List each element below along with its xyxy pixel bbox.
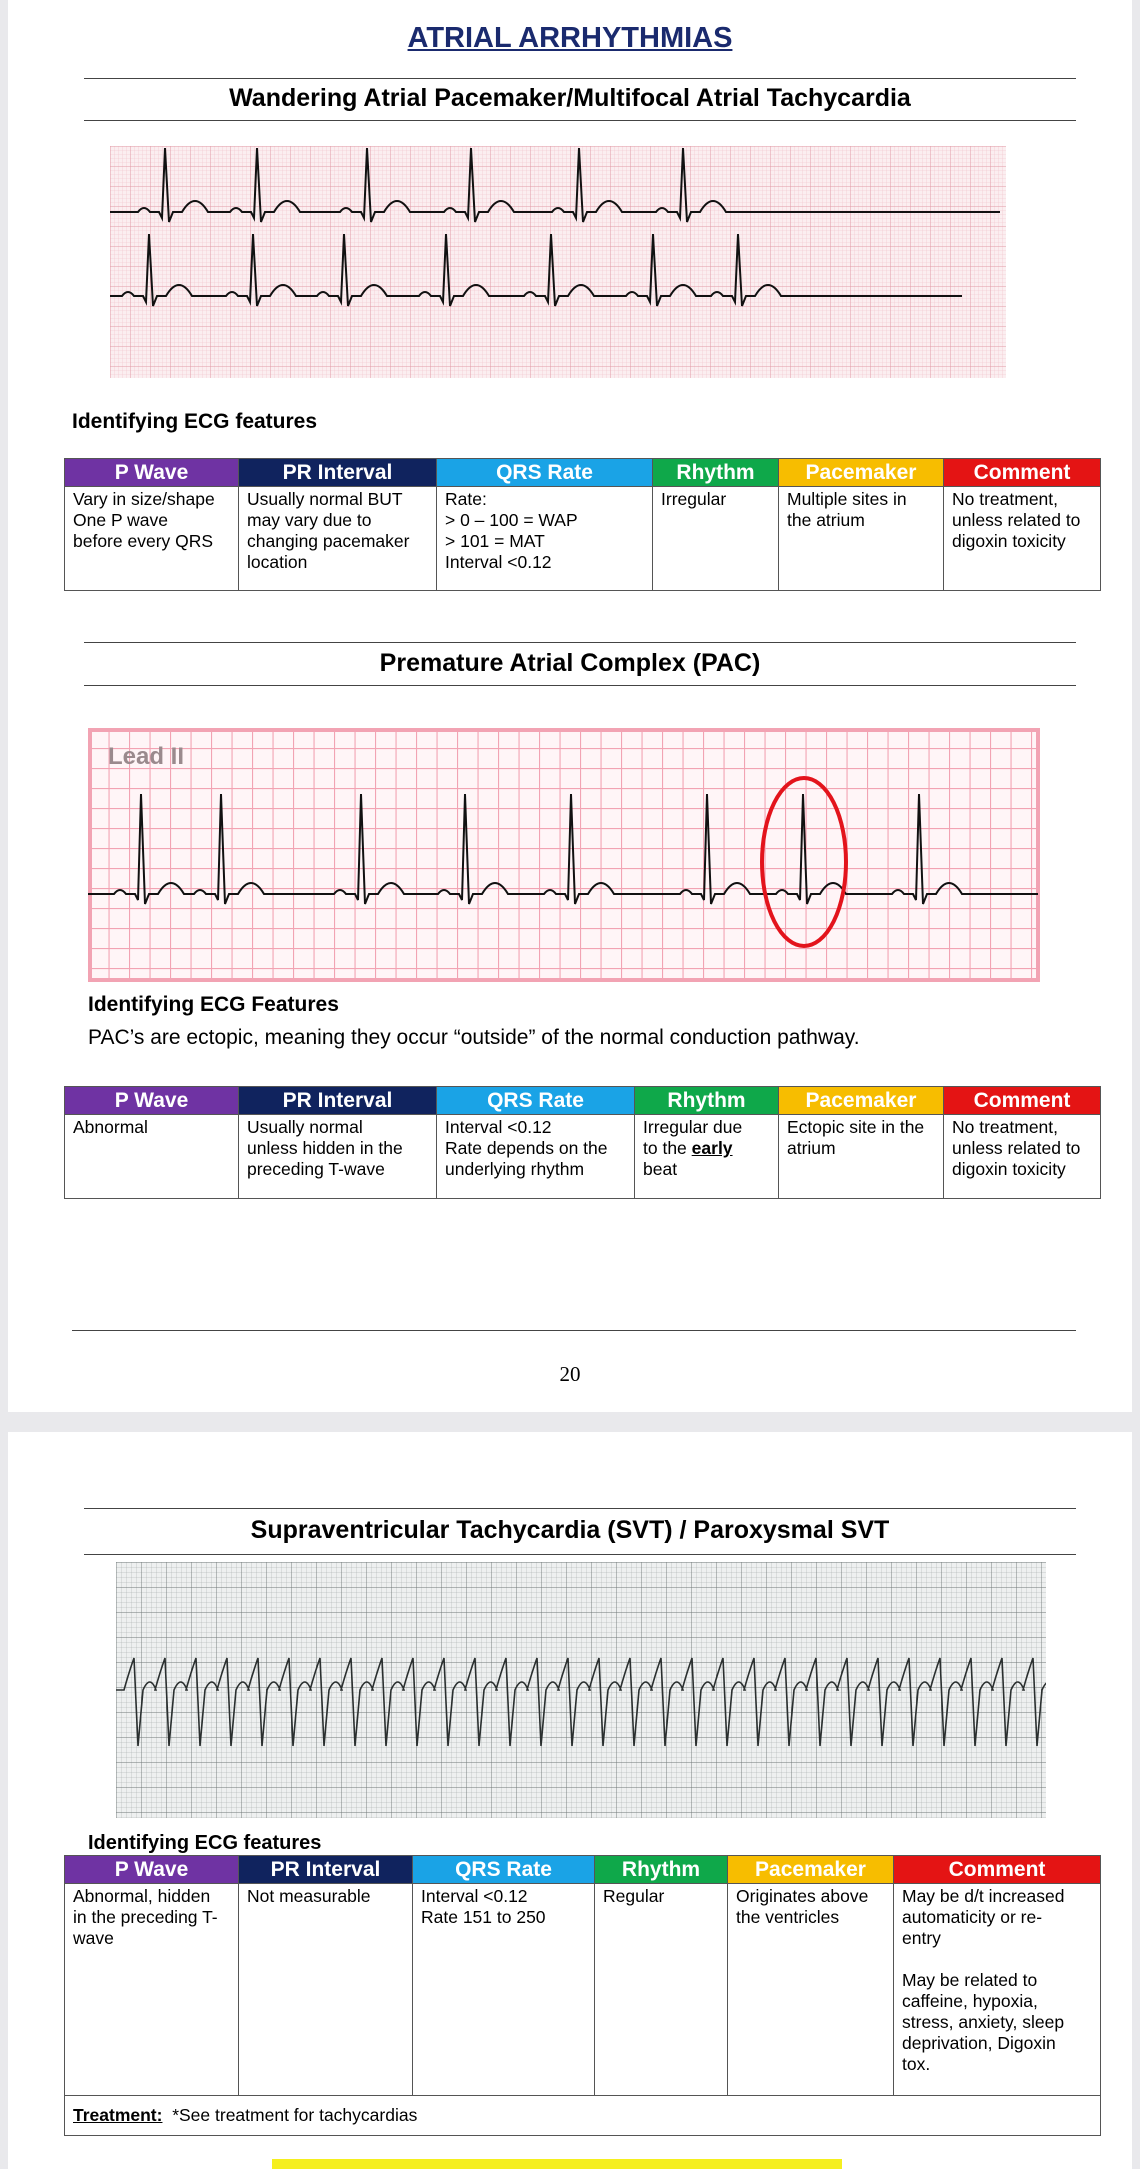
document-page-1 xyxy=(8,0,1132,1412)
rhythm-text: Irregular due xyxy=(643,1117,743,1137)
header-rhythm: Rhythm xyxy=(595,1856,728,1884)
cell-rhythm: Irregular xyxy=(653,487,779,591)
header-p-wave: P Wave xyxy=(65,1856,239,1884)
ecg-strip-svt xyxy=(116,1562,1046,1818)
cell-p-wave: Vary in size/shape One P wave before every QRS xyxy=(65,487,239,591)
cell-qrs-rate: Rate: > 0 – 100 = WAP > 101 = MAT Interval <0.12 xyxy=(437,487,653,591)
features-table-wap-mat xyxy=(64,458,1101,591)
section-title-wap-mat: Wandering Atrial Pacemaker/Multifocal Atrial Tachycardia xyxy=(229,84,911,112)
header-comment: Comment xyxy=(944,459,1101,487)
header-comment: Comment xyxy=(944,1087,1101,1115)
rhythm-emphasis: early xyxy=(691,1138,733,1158)
cell-pacemaker: Originates above the ventricles xyxy=(728,1884,894,2096)
treatment-text: *See treatment for tachycardias xyxy=(172,2105,418,2125)
cell-comment: May be d/t increased automaticity or re- entry May be related to caffeine, hypoxia, stress, anxiety, sleep deprivation, Digoxin tox. xyxy=(894,1884,1101,2096)
rhythm-text: beat xyxy=(643,1159,678,1179)
lead-label: Lead II xyxy=(108,743,185,770)
page-title: ATRIAL ARRHYTHMIAS xyxy=(407,22,733,54)
cell-pr-interval: Not measurable xyxy=(239,1884,413,2096)
header-qrs-rate: QRS Rate xyxy=(413,1856,595,1884)
features-heading: Identifying ECG features xyxy=(88,1832,322,1854)
cell-rhythm xyxy=(635,1115,779,1199)
divider xyxy=(72,1330,1076,1331)
pac-note: PAC’s are ectopic, meaning they occur “outside” of the normal conduction pathway. xyxy=(88,1026,860,1049)
divider xyxy=(84,78,1076,79)
header-pr-interval: PR Interval xyxy=(239,459,437,487)
header-comment: Comment xyxy=(894,1856,1101,1884)
rhythm-text: to the xyxy=(643,1138,687,1158)
treatment-label: Treatment: xyxy=(73,2105,163,2125)
divider xyxy=(84,120,1076,121)
treatment-row xyxy=(65,2096,1101,2136)
cell-pr-interval: Usually normal unless hidden in the preceding T-wave xyxy=(239,1115,437,1199)
cell-p-wave: Abnormal, hidden in the preceding T- wave xyxy=(65,1884,239,2096)
header-pacemaker: Pacemaker xyxy=(779,459,944,487)
cell-pacemaker: Multiple sites in the atrium xyxy=(779,487,944,591)
features-table-svt xyxy=(64,1855,1101,2136)
header-qrs-rate: QRS Rate xyxy=(437,1087,635,1115)
header-p-wave: P Wave xyxy=(65,459,239,487)
divider xyxy=(84,642,1076,643)
divider xyxy=(84,685,1076,686)
cell-comment: No treatment, unless related to digoxin toxicity xyxy=(944,487,1101,591)
features-heading: Identifying ECG features xyxy=(72,410,318,433)
cell-qrs-rate: Interval <0.12 Rate 151 to 250 xyxy=(413,1884,595,2096)
section-title-pac: Premature Atrial Complex (PAC) xyxy=(379,649,761,677)
header-rhythm: Rhythm xyxy=(653,459,779,487)
header-pr-interval: PR Interval xyxy=(239,1856,413,1884)
header-pr-interval: PR Interval xyxy=(239,1087,437,1115)
section-title-svt: Supraventricular Tachycardia (SVT) / Paroxysmal SVT xyxy=(250,1516,890,1544)
page-number: 20 xyxy=(559,1362,581,1386)
features-table-pac xyxy=(64,1086,1101,1199)
cell-pr-interval: Usually normal BUT may vary due to changing pacemaker location xyxy=(239,487,437,591)
header-pacemaker: Pacemaker xyxy=(728,1856,894,1884)
document-page-2 xyxy=(8,1432,1132,2169)
header-pacemaker: Pacemaker xyxy=(779,1087,944,1115)
cell-p-wave: Abnormal xyxy=(65,1115,239,1199)
features-heading: Identifying ECG Features xyxy=(88,993,339,1016)
header-qrs-rate: QRS Rate xyxy=(437,459,653,487)
cell-qrs-rate: Interval <0.12 Rate depends on the underlying rhythm xyxy=(437,1115,635,1199)
divider xyxy=(84,1554,1076,1555)
cell-pacemaker: Ectopic site in the atrium xyxy=(779,1115,944,1199)
divider xyxy=(84,1508,1076,1509)
cell-comment: No treatment, unless related to digoxin toxicity xyxy=(944,1115,1101,1199)
ecg-strip-pac xyxy=(88,728,1040,982)
ecg-strip-wap-mat xyxy=(110,146,1006,378)
header-rhythm: Rhythm xyxy=(635,1087,779,1115)
highlighted-text-fragment xyxy=(272,2159,842,2169)
cell-rhythm: Regular xyxy=(595,1884,728,2096)
header-p-wave: P Wave xyxy=(65,1087,239,1115)
